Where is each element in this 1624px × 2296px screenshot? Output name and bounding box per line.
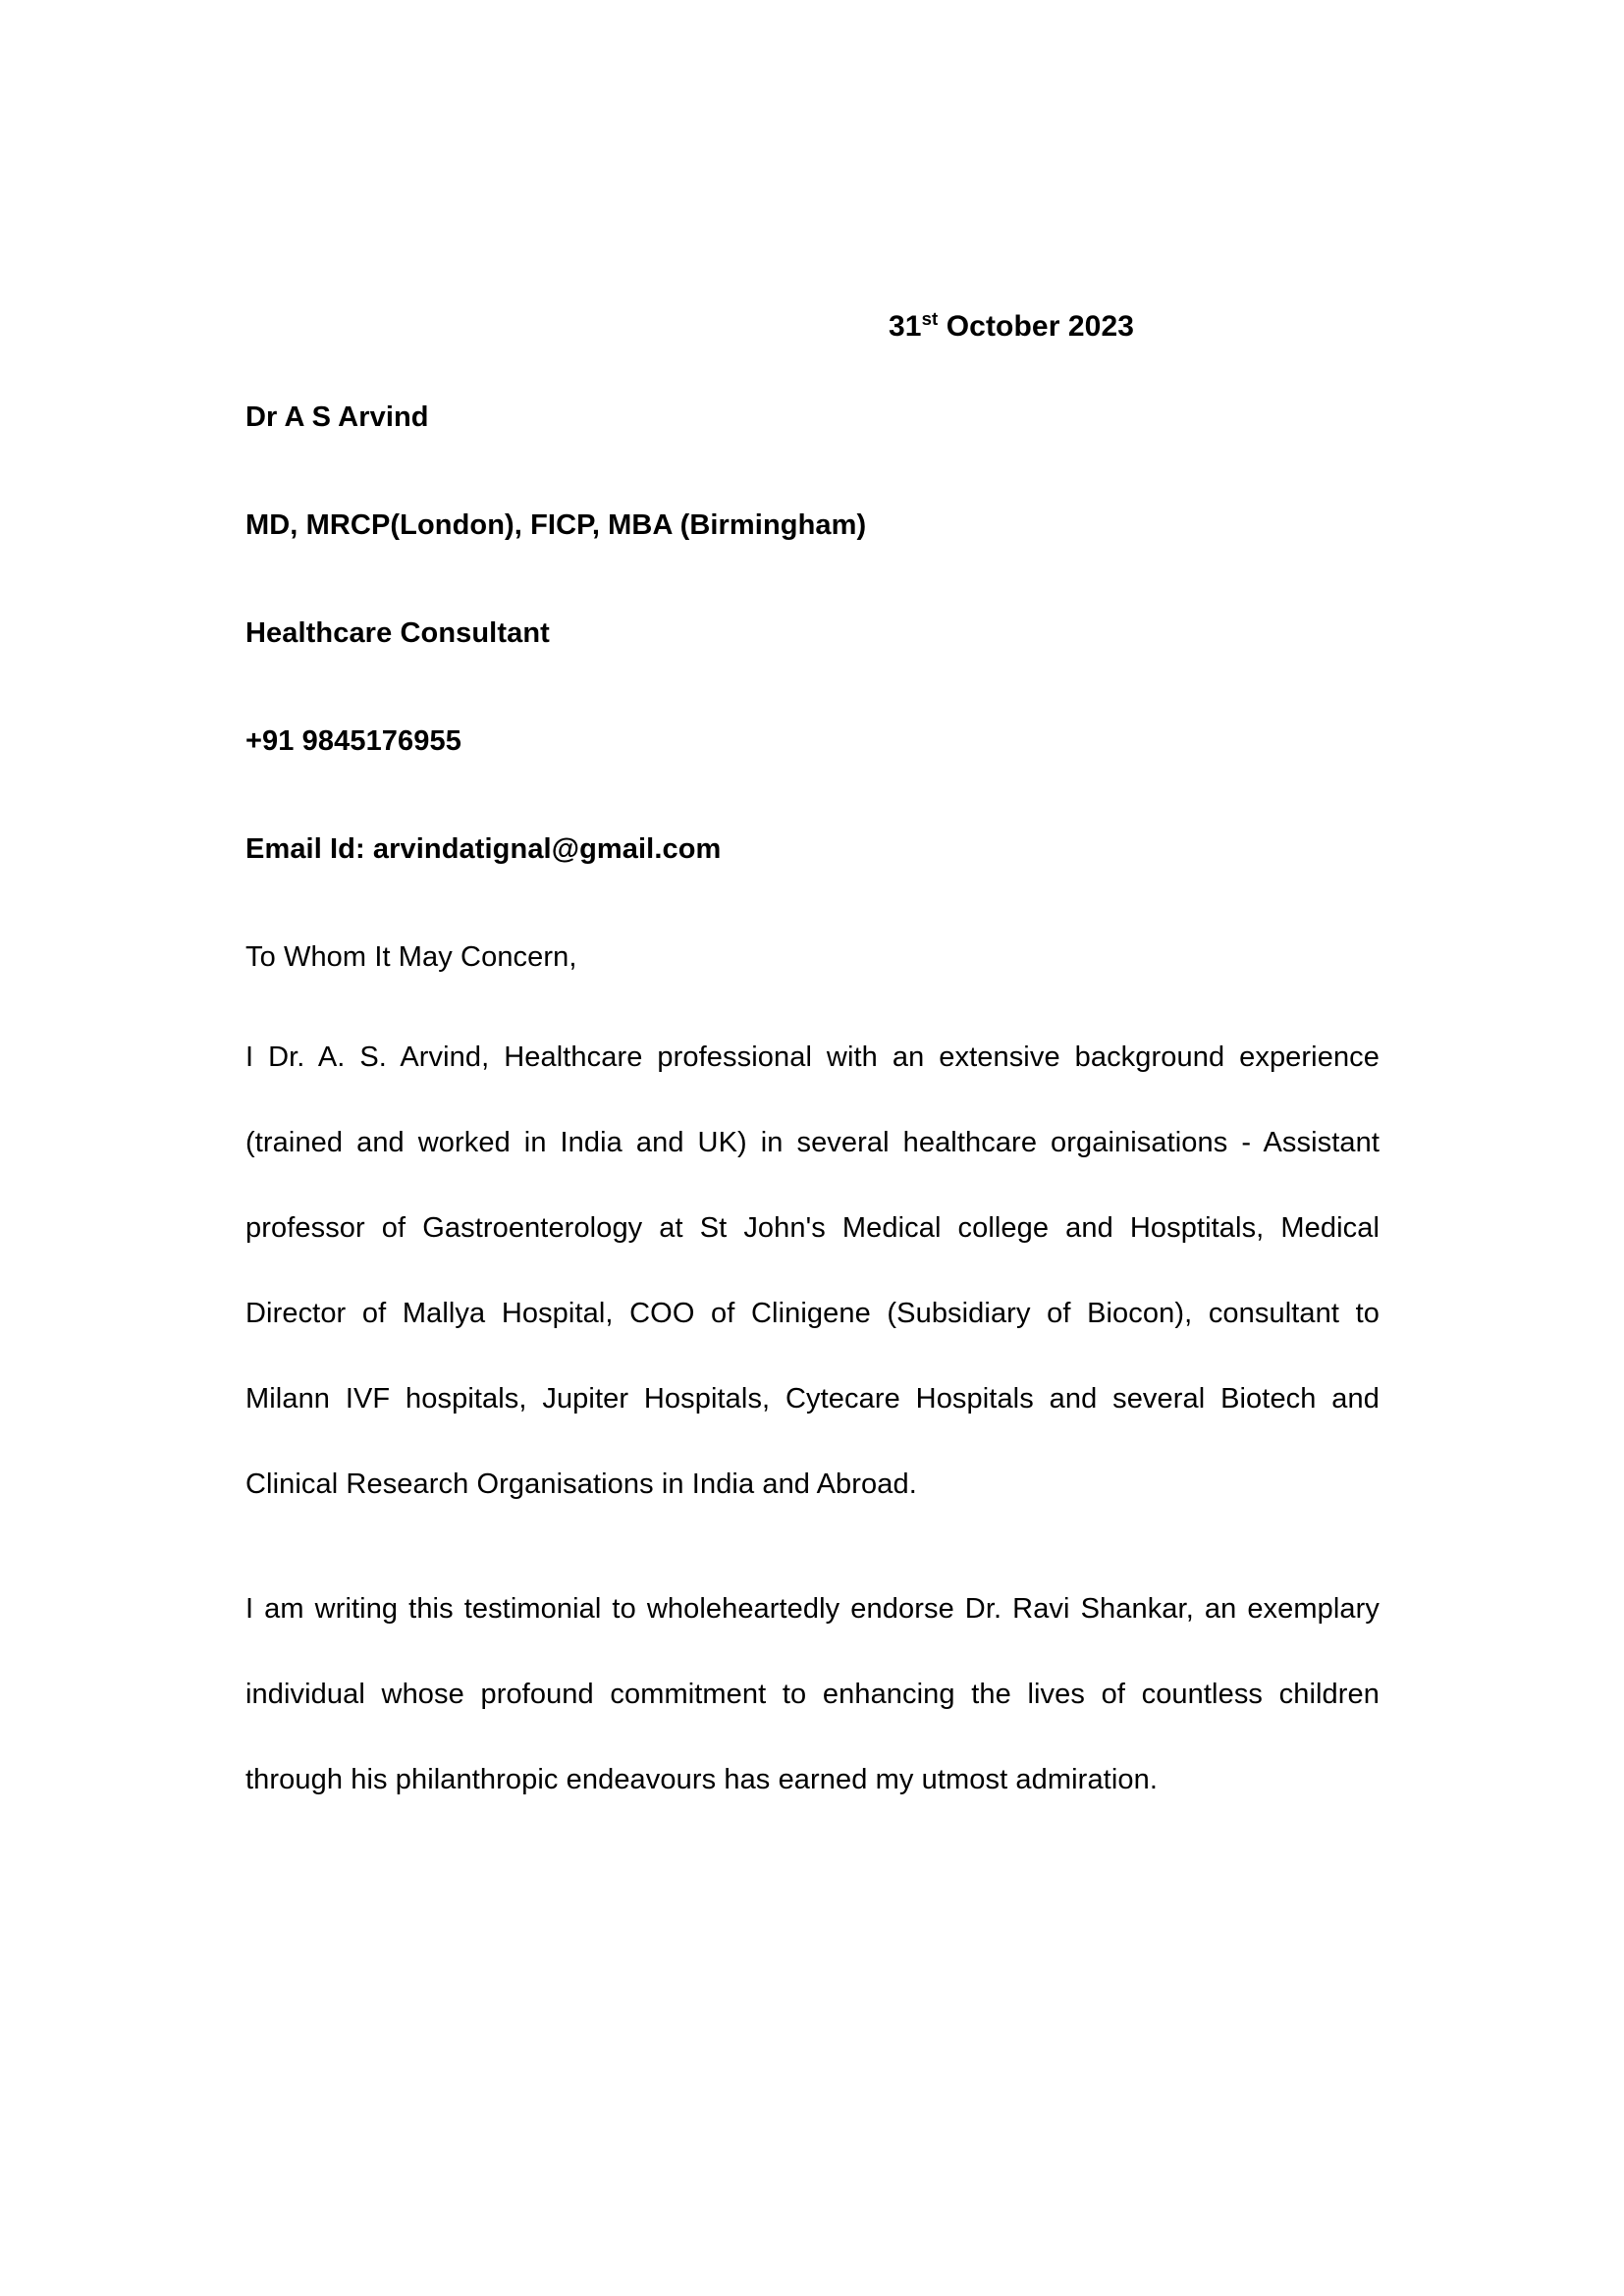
sender-title: Healthcare Consultant (245, 617, 550, 649)
salutation: To Whom It May Concern, (245, 941, 577, 973)
body-paragraph-2: I am writing this testimonial to wholeheartedly endorse Dr. Ravi Shankar, an exemplary individual whose profound commitment to enhancing the lives of countless children through his philanthropic endeavours has earned my utmost admiration. (245, 1593, 1380, 1795)
body-paragraph-1: I Dr. A. S. Arvind, Healthcare professional with an extensive background experience (trained and worked in India and UK) in several healthcare orgainisations - Assistant professor of Gastroenterology at St John's Medical college and Hosptitals, Medical Director of Mallya Hospital, COO of Clinigene (Subsidiary of Biocon), consultant to Milann IVF hospitals, Jupiter Hospitals, Cytecare Hospitals and several Biotech and Clinical Research Organisations in India and Abroad. (245, 1041, 1380, 1500)
sender-qualifications: MD, MRCP(London), FICP, MBA (Birmingham) (245, 509, 867, 541)
date-ordinal-suffix: st (921, 308, 939, 329)
date-rest: October 2023 (938, 310, 1135, 343)
letter-date (245, 308, 1380, 343)
sender-header-block (245, 403, 1380, 864)
letter-content (245, 0, 1380, 1823)
sender-name: Dr A S Arvind (245, 401, 429, 433)
sender-email: Email Id: arvindatignal@gmail.com (245, 833, 722, 865)
date-day: 31 (889, 310, 922, 343)
sender-phone: +91 9845176955 (245, 725, 461, 757)
